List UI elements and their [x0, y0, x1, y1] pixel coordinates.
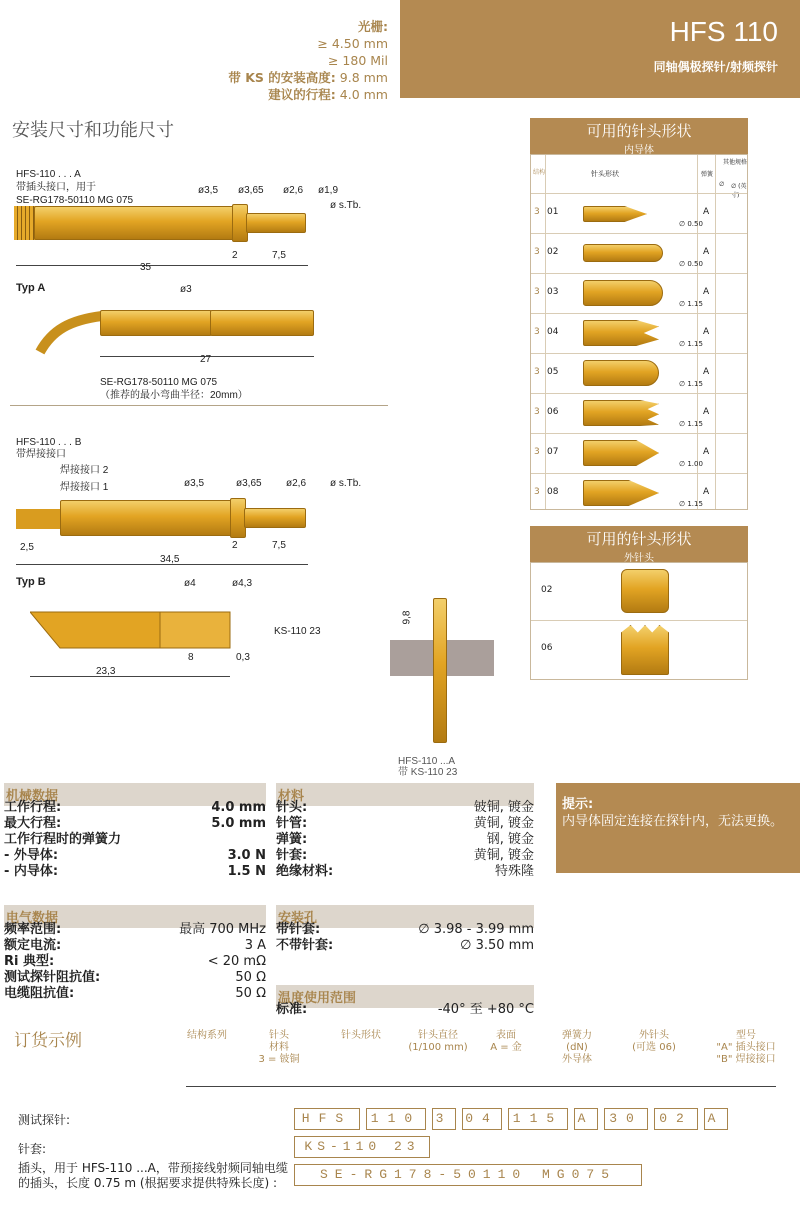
order-col: 结构系列	[187, 1030, 227, 1041]
dim-label: ø3,5	[184, 478, 205, 489]
dim-label: 7,5	[272, 540, 286, 551]
order-col: 表面 A = 金	[490, 1030, 522, 1053]
dim-line	[16, 265, 308, 266]
order-title: 订货示例	[14, 1031, 82, 1051]
outer-tip-06	[621, 625, 669, 675]
col-header: 针头形状	[591, 170, 619, 178]
header-banner	[400, 0, 800, 98]
outer-tip-02	[621, 569, 669, 613]
probe-tip-a	[246, 213, 306, 233]
probe-body-a	[34, 206, 234, 240]
dim-label: ø3,65	[236, 478, 262, 489]
mount-cap: 带 KS-110 23	[398, 767, 458, 778]
col-header: ∅	[719, 181, 725, 188]
tip-row: 3 06 ∅ 1.15 A	[531, 393, 747, 433]
mount-cap: HFS-110 ...A	[398, 756, 456, 767]
probe-tip-a2	[210, 310, 314, 336]
weld-end	[16, 509, 62, 529]
mounted-probe	[433, 598, 447, 743]
spec-value: 9.8 mm	[339, 70, 388, 85]
dim-label: ø s.Tb.	[330, 200, 362, 211]
mech-title: 机械数据	[4, 783, 266, 806]
drawing-b-desc	[16, 437, 81, 461]
page-title: HFS 110	[669, 16, 778, 47]
dim-label: ø3,65	[238, 185, 264, 196]
tip-row: 3 01 ∅ 0.50 A	[531, 193, 747, 233]
outer-table	[530, 562, 748, 680]
material-title: 材料	[276, 783, 534, 806]
probe-name: HFS-110 . . . B	[16, 437, 82, 448]
spec-value: 4.0 mm	[339, 87, 388, 102]
outer-title: 可用的针头形状	[586, 530, 692, 548]
order-probe-label: 测试探针:	[18, 1113, 71, 1127]
probe-body-a2	[100, 310, 212, 336]
order-col: 型号 "A" 插头接口 "B" 焊接接口	[716, 1030, 776, 1065]
col-header: 其他规格	[723, 159, 748, 166]
divider	[10, 405, 388, 406]
code-box: 04	[462, 1108, 502, 1130]
type-label: Typ B	[16, 576, 46, 588]
holes-title: 安装孔	[276, 905, 534, 928]
order-col: 针头 材料 3 = 铍铜	[258, 1030, 300, 1065]
tip-row: 3 02 ∅ 0.50 A	[531, 233, 747, 273]
plug-code-box: SE-RG178-50110 MG075	[294, 1164, 642, 1186]
col-header: 结构	[533, 169, 546, 176]
tips-table-header	[530, 118, 748, 154]
type-label: Typ A	[16, 282, 46, 294]
cable-caption	[100, 376, 248, 402]
tip-row: 3 07 ∅ 1.00 A	[531, 433, 747, 473]
probe-tip-b	[244, 508, 306, 528]
dim-label: 0,3	[236, 652, 250, 663]
tips-table	[530, 154, 748, 510]
probe-name: HFS-110 . . . A	[16, 169, 81, 180]
probe-desc: 带焊接接口	[16, 449, 66, 460]
connector-end	[14, 206, 36, 240]
dim-label: 35	[140, 262, 152, 273]
tip-row: 3 04 ∅ 1.15 A	[531, 313, 747, 353]
code-box: 110	[366, 1108, 426, 1130]
order-plug-label: 插头，用于 HFS-110 ...A，带预接线射频同轴电缆的插头，长度 0.75 m (根据要求提供特殊长度) :	[18, 1161, 288, 1190]
spec-value: ≥ 4.50 mm	[317, 36, 388, 51]
tips-sub: 内导体	[624, 145, 654, 156]
code-box: 3	[432, 1108, 456, 1130]
dim-label: ø2,6	[286, 478, 307, 489]
dim-label: ø3	[180, 284, 192, 295]
order-probe-codes	[294, 1108, 734, 1130]
probe-desc: SE-RG178-50110 MG 075	[16, 195, 134, 206]
mount-caption	[398, 756, 457, 778]
code-box: HFS	[294, 1108, 360, 1130]
code-box: 30	[604, 1108, 648, 1130]
code-box: A	[704, 1108, 728, 1130]
dim-label: ø s.Tb.	[330, 478, 362, 489]
order-col: 弹簧力 (dN) 外导体	[562, 1030, 592, 1065]
holes-table: 带针套: ∅ 3.98 - 3.99 mm 不带针套: ∅ 3.50 mm	[276, 922, 534, 953]
drawing-a-desc	[16, 168, 133, 207]
col-header: ∅ (英寸)	[731, 183, 747, 199]
probe-body-b	[60, 500, 232, 536]
tip-row: 3 03 ∅ 1.15 A	[531, 273, 747, 313]
col-header: 弹簧	[701, 171, 714, 178]
order-col: 针头直径 (1/100 mm)	[408, 1030, 468, 1053]
order-col: 针头形状	[341, 1030, 381, 1041]
dim-label: 23,3	[96, 666, 116, 677]
outer-sub: 外针头	[624, 553, 654, 564]
spec-value: ≥ 180 Mil	[327, 53, 388, 68]
spec-label: 光栅:	[358, 19, 388, 34]
material-table: 针头: 铍铜, 镀金 针管: 黄铜, 镀金 弹簧: 钢, 镀金 针套: 黄铜, 镀金 绝缘材料: 特殊隆	[276, 800, 534, 879]
hint-text: 内导体固定连接在探针内，无法更换。	[562, 814, 784, 829]
order-rule	[186, 1086, 776, 1087]
outer-row-id: 06	[541, 643, 553, 653]
dim-label: 7,5	[272, 250, 286, 261]
order-col: 外针头 (可选 06)	[632, 1030, 676, 1053]
cable-name: SE-RG178-50110 MG 075	[100, 377, 218, 388]
sleeve-ks	[30, 610, 240, 650]
tips-title: 可用的针头形状	[586, 122, 692, 140]
dim-label: ø3,5	[198, 185, 219, 196]
weld-label: 焊接接口 2	[60, 465, 109, 476]
page-subtitle: 同轴偶极探针/射频探针	[653, 60, 778, 74]
dim-label: ø2,6	[283, 185, 304, 196]
elec-table: 频率范围: 最高 700 MHz 额定电流: 3 A Ri 典型: < 20 mΩ 测试探针阻抗值: 50 Ω 电缆阻抗值: 50 Ω	[4, 922, 266, 1001]
dim-label: 2	[232, 540, 238, 551]
spec-label: 建议的行程:	[268, 87, 336, 102]
weld-label: 焊接接口 1	[60, 482, 109, 493]
header-specs	[200, 18, 388, 103]
code-box: A	[574, 1108, 598, 1130]
hint-title: 提示:	[562, 797, 594, 812]
sleeve-name: KS-110 23	[274, 626, 321, 637]
probe-desc: 带插头接口，用于	[16, 182, 96, 193]
temp-title: 温度使用范围	[276, 985, 534, 1008]
dim-label: 34,5	[160, 554, 180, 565]
tip-row: 3 08 ∅ 1.15 A	[531, 473, 747, 513]
dim-label: 2	[232, 250, 238, 261]
dim-label: ø1,9	[318, 185, 339, 196]
code-box: 115	[508, 1108, 568, 1130]
hint-box	[556, 783, 800, 873]
dim-label: 9,8	[401, 610, 413, 625]
section-title: 安装尺寸和功能尺寸	[12, 120, 174, 141]
dim-line	[30, 676, 230, 677]
code-box: 02	[654, 1108, 698, 1130]
sleeve-code-box: KS-110 23	[294, 1136, 430, 1158]
spec-label: 带 KS 的安装高度:	[228, 70, 336, 85]
outer-table-header	[530, 526, 748, 562]
cable-note: （推荐的最小弯曲半径：20mm）	[100, 390, 248, 401]
dim-label: ø4	[184, 578, 196, 589]
dim-label: ø4,3	[232, 578, 253, 589]
dim-label: 2,5	[20, 542, 34, 553]
tip-row: 3 05 ∅ 1.15 A	[531, 353, 747, 393]
elec-title: 电气数据	[4, 905, 266, 928]
dim-label: 8	[188, 652, 194, 663]
mech-table: 工作行程: 4.0 mm 最大行程: 5.0 mm 工作行程时的弹簧力 - 外导体: 3.0 N - 内导体: 1.5 N	[4, 800, 266, 879]
outer-row-id: 02	[541, 585, 553, 595]
temp-table: 标准: -40° 至 +80 °C	[276, 1002, 534, 1017]
order-sleeve-label: 针套:	[18, 1142, 47, 1156]
dim-label: 27	[200, 354, 212, 365]
